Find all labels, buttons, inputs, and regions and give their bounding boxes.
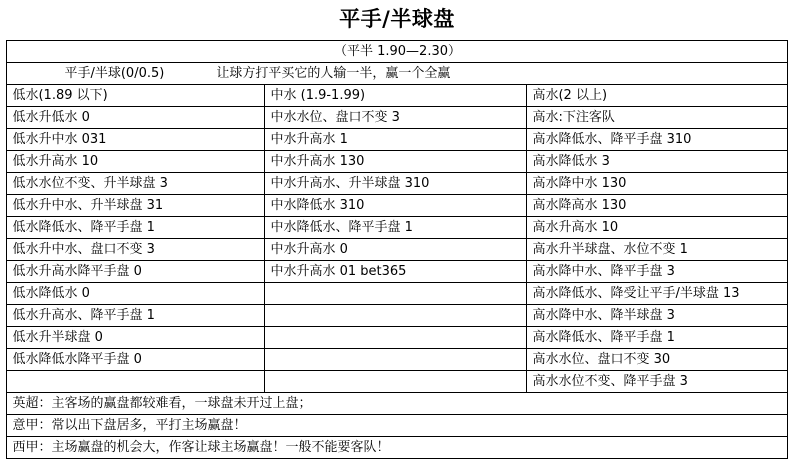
column-header-mid: 中水 (1.9-1.99) — [265, 85, 527, 107]
note-seriea: 意甲：常以出下盘居多，平打主场赢盘！ — [7, 415, 787, 437]
cell-mid: 中水升高水 130 — [265, 151, 527, 173]
cell-low: 低水升低水 0 — [7, 107, 265, 129]
table-row — [7, 129, 787, 151]
odds-table-body — [7, 41, 787, 459]
cell-low: 低水水位不变、升半球盘 3 — [7, 173, 265, 195]
table-row — [7, 217, 787, 239]
table-row — [7, 195, 787, 217]
table-row — [7, 305, 787, 327]
cell-high: 高水:下注客队 — [527, 107, 787, 129]
cell-high: 高水降高水 130 — [527, 195, 787, 217]
cell-high: 高水降低水、降平手盘 310 — [527, 129, 787, 151]
table-row — [7, 151, 787, 173]
cell-low: 低水升中水、盘口不变 3 — [7, 239, 265, 261]
note-epl: 英超：主客场的赢盘都较难看，一球盘未开过上盘； — [7, 393, 787, 415]
table-row — [7, 173, 787, 195]
note-row — [7, 393, 787, 415]
cell-low: 低水降低水降平手盘 0 — [7, 349, 265, 371]
column-header-high: 高水(2 以上) — [527, 85, 787, 107]
cell-mid: 中水降低水、降平手盘 1 — [265, 217, 527, 239]
cell-low: 低水升中水、升半球盘 31 — [7, 195, 265, 217]
cell-mid: 中水升高水 1 — [265, 129, 527, 151]
cell-mid: 中水升高水、升半球盘 310 — [265, 173, 527, 195]
cell-low: 低水升高水降平手盘 0 — [7, 261, 265, 283]
cell-low: 低水升高水、降平手盘 1 — [7, 305, 265, 327]
band-row-range — [7, 41, 787, 63]
table-row — [7, 107, 787, 129]
odds-table — [6, 40, 787, 459]
cell-high: 高水降低水、降受让平手/半球盘 13 — [527, 283, 787, 305]
band-rule-right: 让球方打平买它的人输一半，赢一个全赢 — [216, 66, 451, 81]
band-rule-cell — [7, 63, 787, 85]
column-header-row — [7, 85, 787, 107]
cell-high: 高水水位、盘口不变 30 — [527, 349, 787, 371]
cell-high: 高水降中水 130 — [527, 173, 787, 195]
cell-low — [7, 371, 265, 393]
table-row — [7, 349, 787, 371]
cell-high: 高水降中水、降平手盘 3 — [527, 261, 787, 283]
cell-mid — [265, 327, 527, 349]
table-row — [7, 261, 787, 283]
cell-mid — [265, 349, 527, 371]
table-row — [7, 283, 787, 305]
table-row — [7, 327, 787, 349]
cell-mid — [265, 371, 527, 393]
cell-high: 高水水位不变、降平手盘 3 — [527, 371, 787, 393]
band-row-rule — [7, 63, 787, 85]
band-range-cell: （平半 1.90—2.30） — [7, 41, 787, 63]
note-laliga: 西甲：主场赢盘的机会大，作客让球主场赢盘！一般不能要客队！ — [7, 437, 787, 459]
cell-low: 低水降低水、降平手盘 1 — [7, 217, 265, 239]
cell-mid: 中水升高水 01 bet365 — [265, 261, 527, 283]
table-row — [7, 371, 787, 393]
cell-high: 高水降中水、降半球盘 3 — [527, 305, 787, 327]
band-rule-left: 平手/半球(0/0.5) — [64, 66, 165, 81]
note-row — [7, 437, 787, 459]
cell-low: 低水升高水 10 — [7, 151, 265, 173]
note-row — [7, 415, 787, 437]
cell-mid: 中水升高水 0 — [265, 239, 527, 261]
cell-high: 高水降低水 3 — [527, 151, 787, 173]
cell-high: 高水升高水 10 — [527, 217, 787, 239]
table-row — [7, 239, 787, 261]
cell-mid: 中水降低水 310 — [265, 195, 527, 217]
cell-mid: 中水水位、盘口不变 3 — [265, 107, 527, 129]
cell-high: 高水升半球盘、水位不变 1 — [527, 239, 787, 261]
cell-high: 高水降低水、降平手盘 1 — [527, 327, 787, 349]
cell-mid — [265, 283, 527, 305]
cell-low: 低水降低水 0 — [7, 283, 265, 305]
cell-low: 低水升中水 031 — [7, 129, 265, 151]
page-title: 平手/半球盘 — [339, 7, 455, 31]
column-header-low: 低水(1.89 以下) — [7, 85, 265, 107]
cell-low: 低水升半球盘 0 — [7, 327, 265, 349]
cell-mid — [265, 305, 527, 327]
